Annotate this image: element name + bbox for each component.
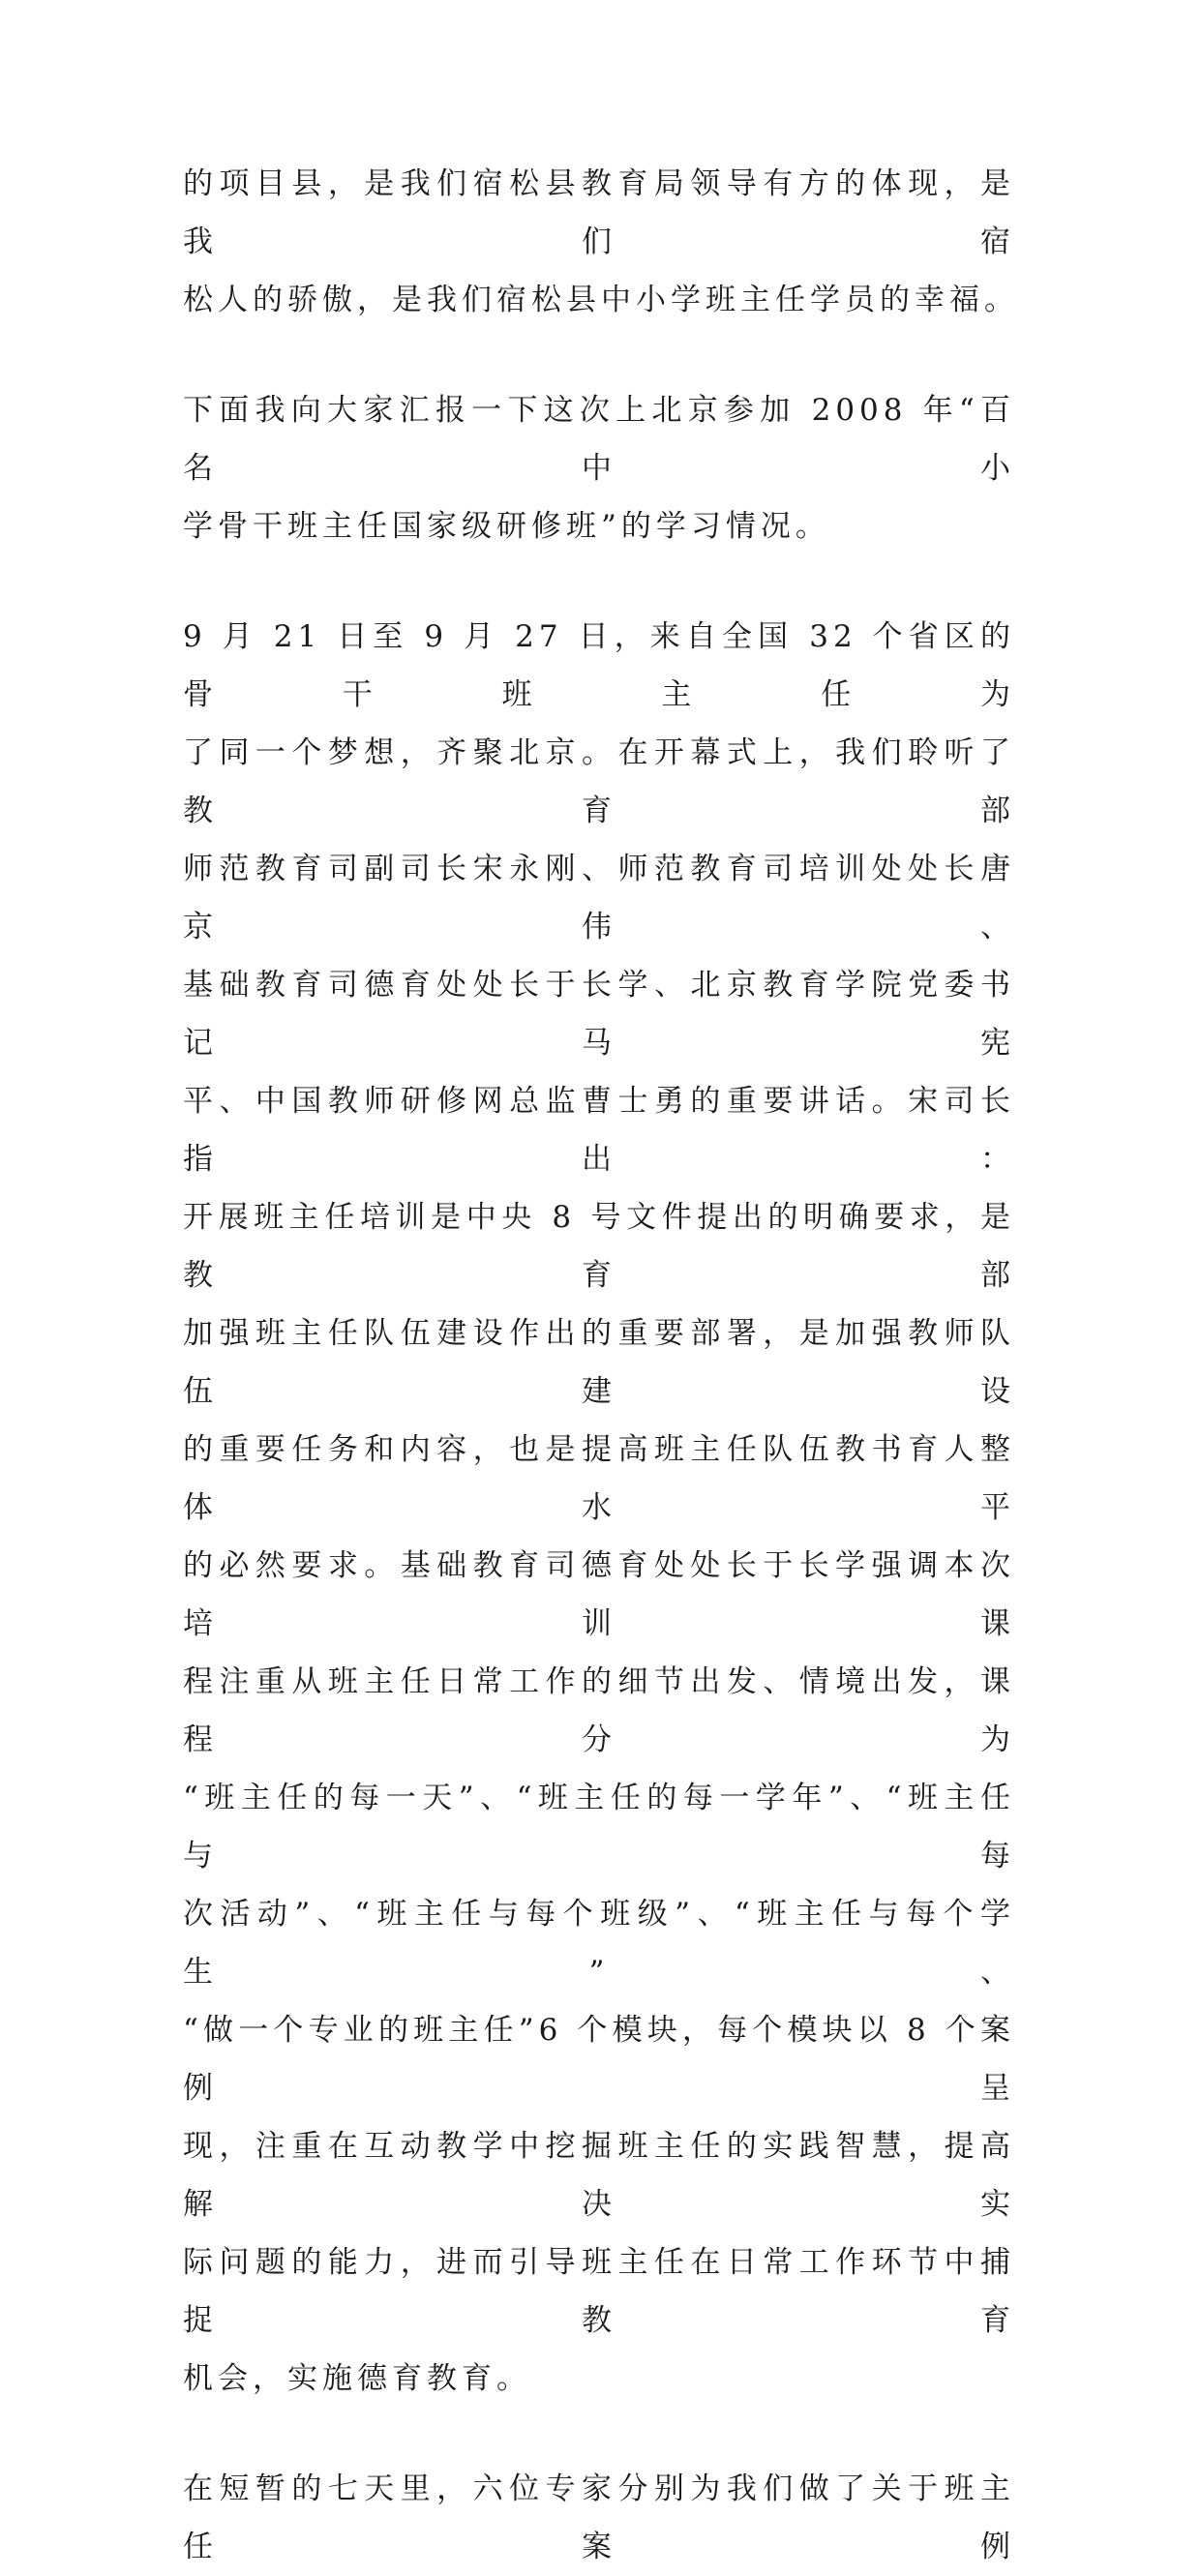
text-line: 下面我向大家汇报一下这次上北京参加 2008 年“百名中小	[183, 393, 1015, 486]
text-line: 平、中国教师研修网总监曹士勇的重要讲话。宋司长指出：	[183, 1084, 1015, 1177]
text-line: 了同一个梦想，齐聚北京。在开幕式上，我们聆听了教育部	[183, 735, 1015, 828]
paragraph-spacer	[183, 2408, 1015, 2460]
text-line: 松人的骄傲，是我们宿松县中小学班主任学员的幸福。	[183, 283, 1019, 317]
text-line: 的项目县，是我们宿松县教育局领导有方的体现，是我们宿	[183, 166, 1015, 259]
paragraph-4	[183, 2460, 1015, 2576]
text-line: 机会，实施德育教育。	[183, 2361, 531, 2396]
text-line: 的重要任务和内容，也是提高班主任队伍教书育人整体水平	[183, 1432, 1015, 1525]
text-line: 现，注重在互动教学中挖掘班主任的实践智慧，提高解决实	[183, 2129, 1015, 2222]
text-line: 在短暂的七天里，六位专家分别为我们做了关于班主任案例	[183, 2471, 1015, 2564]
text-line: 程注重从班主任日常工作的细节出发、情境出发，课程分为	[183, 1664, 1015, 1757]
text-line: 师范教育司副司长宋永刚、师范教育司培训处处长唐京伟、	[183, 852, 1015, 944]
paragraph-1	[183, 155, 1019, 329]
text-line: 基础教育司德育处处长于长学、北京教育学院党委书记马宪	[183, 968, 1015, 1061]
paragraph-spacer	[183, 329, 1015, 381]
text-line: 9 月 21 日至 9 月 27 日，来自全国 32 个省区的骨干班主任为	[183, 619, 1015, 712]
text-line: 次活动”、“班主任与每个班级”、“班主任与每个学生”、	[183, 1897, 1015, 1990]
text-line: 际问题的能力，进而引导班主任在日常工作环节中捕捉教育	[183, 2245, 1015, 2338]
paragraph-2	[183, 381, 1015, 555]
text-line: 开展班主任培训是中央 8 号文件提出的明确要求，是教育部	[183, 1200, 1015, 1293]
text-line: 的必然要求。基础教育司德育处处长于长学强调本次培训课	[183, 1548, 1015, 1641]
document-body	[183, 155, 1019, 2576]
text-line: “班主任的每一天”、“班主任的每一学年”、“班主任与每	[183, 1781, 1015, 1873]
paragraph-3	[183, 608, 1015, 2408]
text-line: 学骨干班主任国家级研修班”的学习情况。	[183, 509, 830, 544]
paragraph-spacer	[183, 555, 1015, 608]
text-line: 加强班主任队伍建设作出的重要部署，是加强教师队伍建设	[183, 1316, 1015, 1409]
text-line: “做一个专业的班主任”6 个模块，每个模块以 8 个案例呈	[183, 2013, 1015, 2106]
